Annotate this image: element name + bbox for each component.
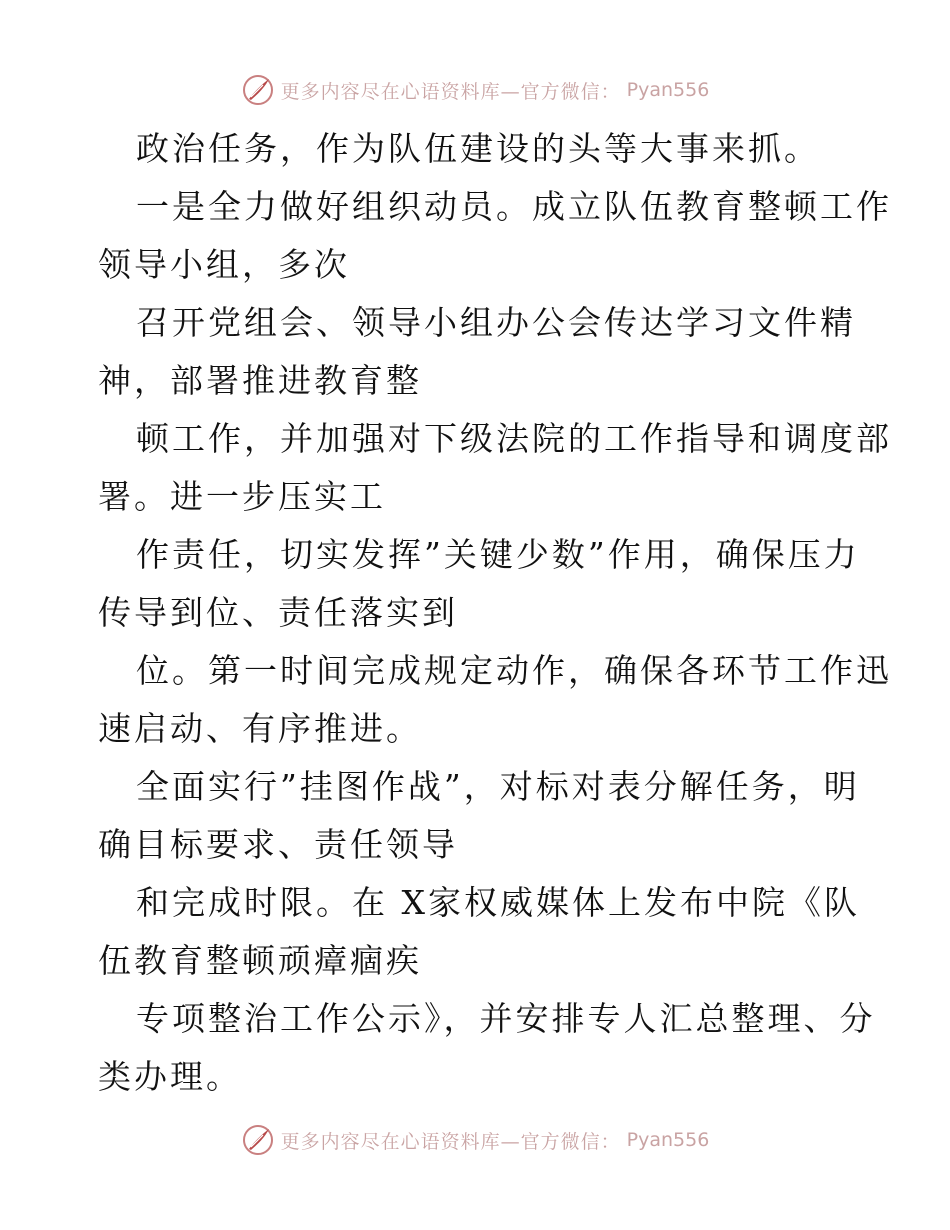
watermark-text: 更多内容尽在心语资料库—官方微信： xyxy=(280,80,621,103)
text-line: 位。第一时间完成规定动作，确保各环节工作迅 xyxy=(136,651,892,690)
text-line: 伍教育整顿顽瘴痼疾 xyxy=(98,941,422,980)
body-text xyxy=(98,120,892,1106)
footer-watermark xyxy=(0,1120,950,1160)
text-line: 作责任，切实发挥”关键少数”作用，确保压力 xyxy=(136,535,860,574)
text-line: 召开党组会、领导小组办公会传达学习文件精 xyxy=(136,303,856,342)
quill-logo-icon xyxy=(241,73,275,107)
text-line: 速启动、有序推进。 xyxy=(98,709,422,748)
text-line: 专项整治工作公示》，并安排专人汇总整理、分 xyxy=(136,999,876,1038)
text-line: 传导到位、责任落实到 xyxy=(98,593,458,632)
watermark-id: Pyan556 xyxy=(626,1129,710,1151)
text-line: 署。进一步压实工 xyxy=(98,477,386,516)
text-line: 确目标要求、责任领导 xyxy=(98,825,458,864)
quill-logo-icon xyxy=(241,1123,275,1157)
text-line: 和完成时限。在 X家权威媒体上发布中院《队 xyxy=(136,883,860,922)
text-line: 神，部署推进教育整 xyxy=(98,361,422,400)
text-line: 领导小组，多次 xyxy=(98,245,350,284)
header-watermark xyxy=(0,70,950,110)
watermark-id: Pyan556 xyxy=(626,79,710,101)
watermark-text: 更多内容尽在心语资料库—官方微信： xyxy=(280,1130,621,1153)
text-line: 顿工作，并加强对下级法院的工作指导和调度部 xyxy=(136,419,892,458)
text-line: 一是全力做好组织动员。成立队伍教育整顿工作 xyxy=(136,187,892,226)
text-line: 全面实行”挂图作战”，对标对表分解任务，明 xyxy=(136,767,860,806)
text-line: 政治任务，作为队伍建设的头等大事来抓。 xyxy=(136,129,820,168)
text-line: 类办理。 xyxy=(98,1057,242,1096)
